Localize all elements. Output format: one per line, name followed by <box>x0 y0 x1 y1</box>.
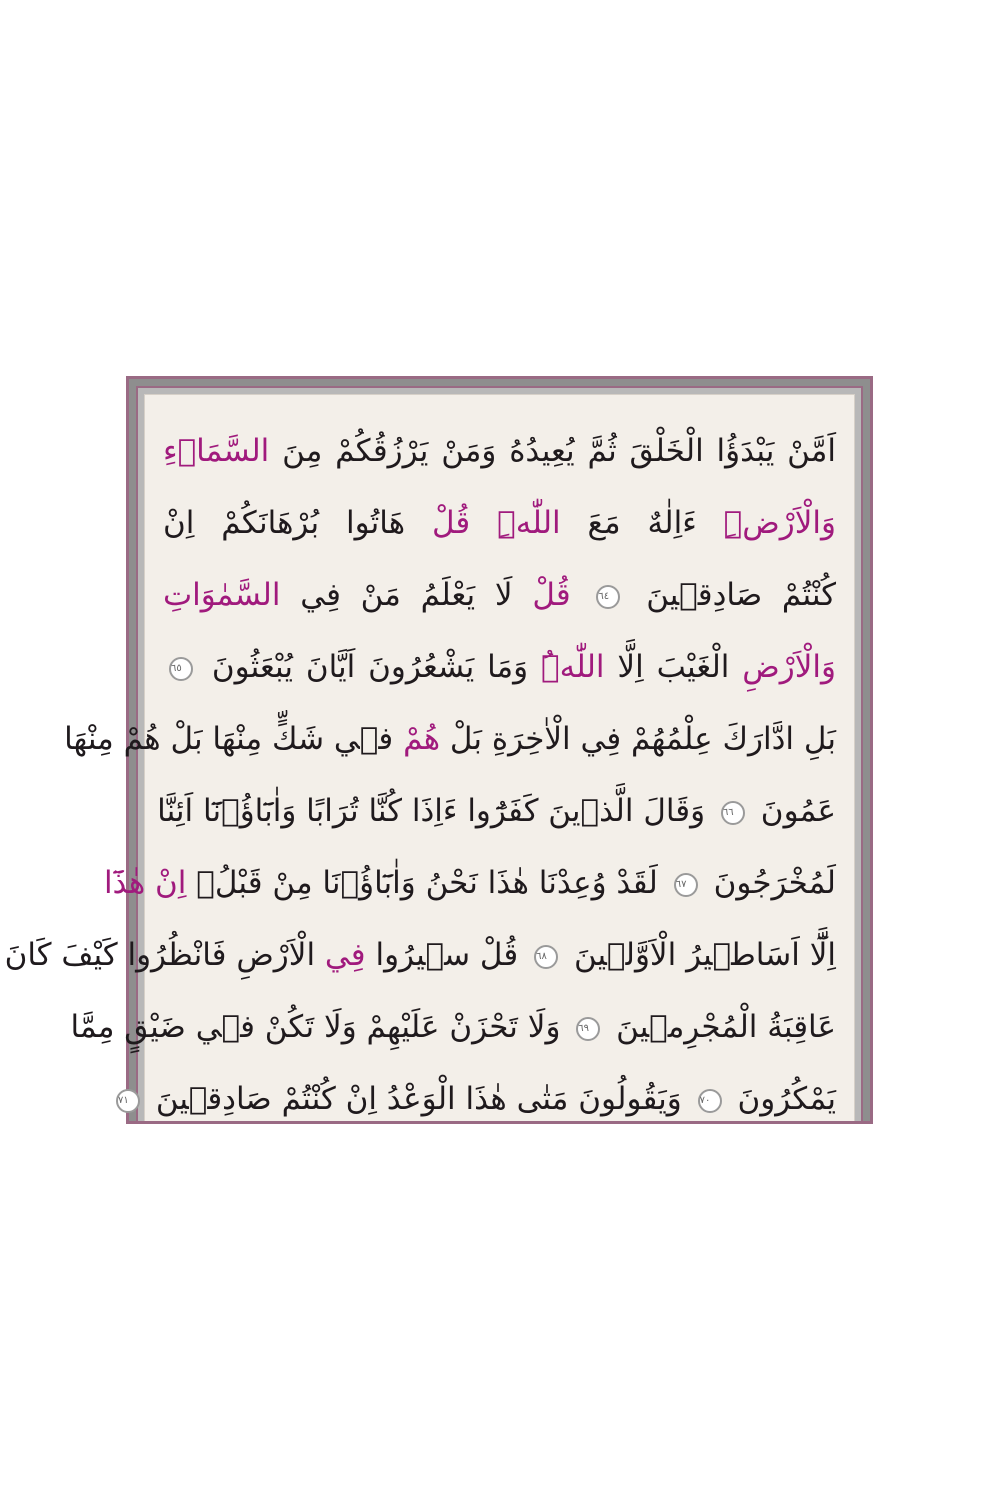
text-segment: ف۪ي شَكٍّ مِنْهَا بَلْ هُمْ مِنْهَا <box>64 721 394 757</box>
text-segment: وَلَا تَحْزَنْ عَلَيْهِمْ وَلَا تَكُنْ ف۪ي ضَيْقٍ مِمَّا <box>70 1009 561 1045</box>
text-line <box>163 631 836 703</box>
text-segment: هَاتُوا بُرْهَانَكُمْ اِنْ <box>163 505 406 541</box>
text-segment: قُلْ س۪يرُوا <box>375 937 519 973</box>
text-segment: لَمُخْرَجُونَ <box>713 865 836 901</box>
quran-page <box>4 394 855 1121</box>
text-segment: لَا يَعْلَمُ مَنْ فِي <box>300 577 513 613</box>
verse-number-badge: ٧٠ <box>698 1089 722 1113</box>
highlighted-word: هُمْ <box>403 721 441 757</box>
text-lines <box>4 415 837 1121</box>
text-line <box>103 847 836 919</box>
text-line <box>117 1063 836 1135</box>
text-segment: وَقَالَ الَّذ۪ينَ كَفَرُٓوا ءَاِذَا كُنَّا تُرَابًا وَاٰبَٓاؤُ۬نَٓا اَئِنَّا <box>157 793 706 829</box>
page-frame <box>4 376 873 1124</box>
text-line <box>163 415 836 487</box>
highlighted-word: اللّٰهُۜ <box>541 649 605 685</box>
text-line <box>157 775 836 847</box>
verse-number-badge: ٦٥ <box>169 657 193 681</box>
text-segment: عَاقِبَةُ الْمُجْرِم۪ينَ <box>616 1009 836 1045</box>
text-segment: الْغَيْبَ اِلَّا <box>617 649 730 685</box>
page-frame-inner <box>4 386 863 1121</box>
text-segment: وَمَا يَشْعُرُونَ اَيَّانَ يُبْعَثُونَ <box>211 649 529 685</box>
verse-number-badge: ٧١ <box>116 1089 140 1113</box>
highlighted-word: قُلْ <box>532 577 571 613</box>
verse-number-badge: ٦٤ <box>596 585 620 609</box>
text-segment: كُنْتُمْ صَادِق۪ينَ <box>646 577 837 613</box>
text-segment: اَمَّنْ يَبْدَؤُا الْخَلْقَ ثُمَّ يُعِيدُهُ وَمَنْ يَرْزُقُكُمْ مِنَ <box>282 433 836 469</box>
text-line <box>163 559 836 631</box>
highlighted-word: اِنْ هٰذَٓا <box>103 865 187 901</box>
text-segment: لَقَدْ وُعِدْنَا هٰذَا نَحْنُ وَاٰبَٓاؤُ۬نَا مِنْ قَبْلُۙ <box>196 865 658 901</box>
highlighted-word: فِي <box>324 937 366 973</box>
highlighted-word: اللّٰهِۜ قُلْ <box>431 505 561 541</box>
verse-number-badge: ٦٩ <box>576 1017 600 1041</box>
text-segment: بَلِ ادَّارَكَ عِلْمُهُمْ فِي الْاٰخِرَةِ بَلْ <box>449 721 836 757</box>
text-line <box>4 919 836 991</box>
highlighted-word: وَالْاَرْضِ <box>742 649 836 685</box>
verse-number-badge: ٦٨ <box>534 945 558 969</box>
text-line <box>70 991 836 1063</box>
text-segment: الْاَرْضِ فَانْظُرُوا كَيْفَ كَانَ <box>4 937 316 973</box>
text-segment: ءَاِلٰهٌ مَعَ <box>587 505 697 541</box>
text-segment: يَمْكُرُونَ <box>737 1081 836 1117</box>
text-line <box>64 703 836 775</box>
highlighted-word: السَّمٰوَاتِ <box>163 577 281 613</box>
highlighted-word: وَالْاَرْضِۜ <box>723 505 836 541</box>
verse-number-badge: ٦٧ <box>674 873 698 897</box>
text-line <box>163 487 836 559</box>
verse-number-badge: ٦٦ <box>721 801 745 825</box>
highlighted-word: السَّمَاۤءِ <box>163 433 270 469</box>
text-segment: عَمُونَ <box>760 793 836 829</box>
text-segment: وَيَقُولُونَ مَتٰى هٰذَا الْوَعْدُ اِنْ كُنْتُمْ صَادِق۪ينَ <box>155 1081 682 1117</box>
text-segment: اِلَّٓا اَسَاط۪يرُ الْاَوَّل۪ينَ <box>573 937 836 973</box>
